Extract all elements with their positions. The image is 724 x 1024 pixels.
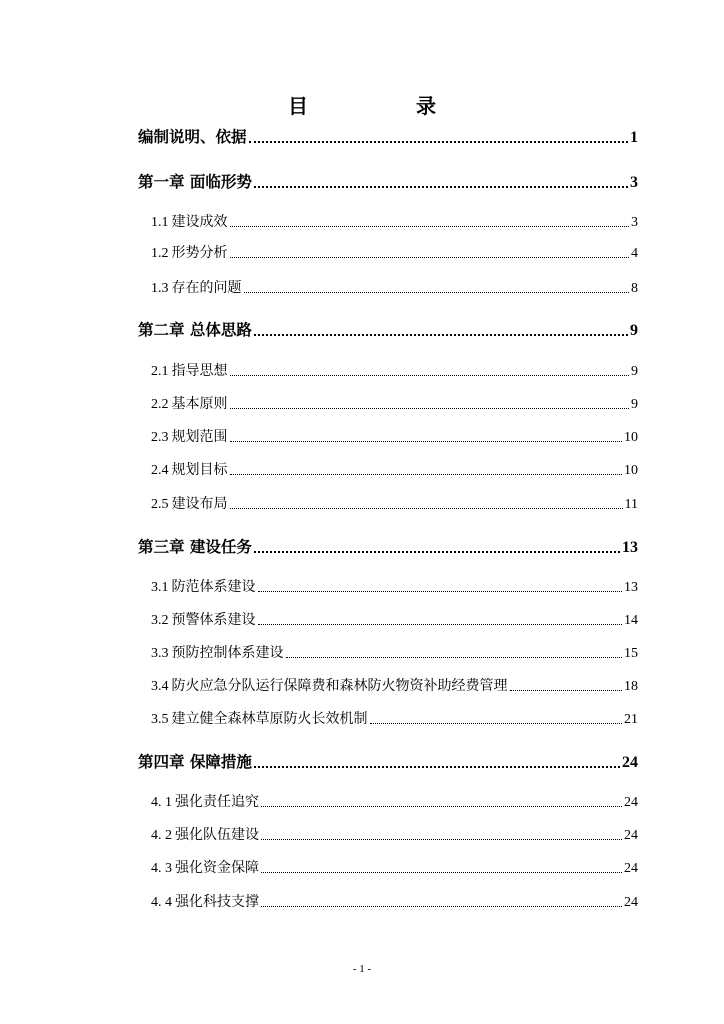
toc-section-entry[interactable] [151,891,638,911]
toc-page-number: 24 [624,861,638,876]
toc-section-entry[interactable] [151,426,638,446]
toc-chapter-entry[interactable] [138,125,638,147]
toc-chapter-entry[interactable] [138,750,638,772]
toc-entry-text: 建设成效 [171,214,228,230]
toc-entry-label [151,277,242,297]
toc-entry-label [151,242,228,262]
toc-entry-label [151,791,259,811]
toc-entry-label [151,609,256,629]
toc-entry-text: 规划范围 [171,429,228,445]
toc-page-number: 21 [624,712,638,727]
toc-leader-dots [230,257,630,258]
toc-page-number: 3 [630,174,638,191]
toc-entry-text: 强化队伍建设 [175,827,259,843]
toc-section-number: 2.3 [151,430,169,445]
toc-leader-dots [261,872,622,873]
toc-page-number: 8 [631,281,638,296]
toc-entry-label [151,576,256,596]
toc-page-number: 9 [631,397,638,412]
toc-page-number: 14 [624,613,638,628]
toc-entry-text: 指导思想 [171,363,228,379]
toc-entry-text: 第一章 面临形势 [138,173,252,191]
toc-entry-label [151,459,228,479]
toc-leader-dots [230,474,623,475]
toc-entry-label [151,708,368,728]
page-title: 目 录 [288,94,480,118]
toc-page-number: 13 [624,580,638,595]
toc-leader-dots [261,906,622,907]
toc-section-entry[interactable] [151,708,638,728]
toc-page-number: 11 [624,497,638,512]
toc-chapter-entry[interactable] [138,318,638,340]
toc-entry-label [138,535,252,557]
toc-section-number: 4. 4 [151,895,172,910]
toc-entry-text: 存在的问题 [171,280,242,296]
toc-entry-label [151,360,228,380]
toc-leader-dots [370,723,623,724]
toc-section-number: 4. 3 [151,861,172,876]
toc-entry-text: 规划目标 [171,462,228,478]
toc-page-number: 24 [624,795,638,810]
toc-page-number: 15 [624,646,638,661]
toc-section-entry[interactable] [151,609,638,629]
toc-section-entry[interactable] [151,211,638,231]
toc-entry-label [151,857,259,877]
toc-entry-label [151,393,228,413]
toc-entry-text: 建立健全森林草原防火长效机制 [171,711,368,727]
toc-section-entry[interactable] [151,791,638,811]
toc-page-number: 18 [624,679,638,694]
toc-section-number: 3.1 [151,580,169,595]
toc-section-entry[interactable] [151,459,638,479]
toc-entry-text: 基本原则 [171,396,228,412]
toc-section-number: 1.2 [151,246,169,261]
toc-entry-text: 第三章 建设任务 [138,538,252,556]
toc-section-number: 1.1 [151,215,169,230]
toc-entry-label [151,891,259,911]
toc-page-number: 13 [622,539,638,556]
toc-entry-label [151,675,508,695]
toc-section-entry[interactable] [151,642,638,662]
toc-leader-dots [254,186,628,188]
toc-entry-text: 预警体系建设 [171,612,256,628]
toc-section-number: 2.4 [151,463,169,478]
toc-leader-dots [254,766,620,768]
toc-section-number: 4. 1 [151,795,172,810]
toc-leader-dots [258,591,623,592]
toc-entry-text: 预防控制体系建设 [171,645,284,661]
toc-entry-label [151,824,259,844]
toc-leader-dots [261,839,622,840]
toc-entry-text: 强化资金保障 [175,860,259,876]
toc-leader-dots [249,141,628,143]
toc-leader-dots [230,226,630,227]
toc-section-number: 3.4 [151,679,169,694]
toc-section-number: 2.5 [151,497,169,512]
toc-entry-label [138,125,247,147]
toc-entry-label [138,318,252,340]
toc-leader-dots [258,624,623,625]
toc-leader-dots [244,292,630,293]
toc-chapter-entry[interactable] [138,535,638,557]
toc-entry-label [138,750,252,772]
toc-page-number: 9 [630,322,638,339]
toc-entry-label [151,211,228,231]
toc-section-entry[interactable] [151,393,638,413]
toc-section-number: 3.2 [151,613,169,628]
toc-section-number: 2.2 [151,397,169,412]
toc-section-entry[interactable] [151,857,638,877]
toc-chapter-entry[interactable] [138,170,638,192]
toc-section-entry[interactable] [151,675,638,695]
toc-section-number: 1.3 [151,281,169,296]
toc-leader-dots [261,806,622,807]
toc-leader-dots [254,334,628,336]
toc-entry-text: 第二章 总体思路 [138,321,252,339]
toc-entry-text: 建设布局 [171,496,228,512]
toc-page-number: 10 [624,463,638,478]
toc-section-entry[interactable] [151,277,638,297]
toc-leader-dots [286,657,623,658]
toc-page-number: 9 [631,364,638,379]
toc-entry-text: 强化科技支撑 [175,894,259,910]
toc-leader-dots [230,508,623,509]
toc-page-number: 4 [631,246,638,261]
toc-entry-text: 防范体系建设 [171,579,256,595]
toc-section-number: 3.5 [151,712,169,727]
toc-page-number: 10 [624,430,638,445]
toc-leader-dots [510,690,623,691]
toc-page-number: 1 [630,129,638,146]
toc-entry-label [151,493,228,513]
toc-section-entry[interactable] [151,576,638,596]
toc-section-number: 2.1 [151,364,169,379]
toc-leader-dots [254,551,620,553]
toc-page-number: 24 [624,828,638,843]
toc-section-entry[interactable] [151,360,638,380]
toc-leader-dots [230,441,623,442]
toc-page-number: 24 [622,754,638,771]
toc-entry-text: 强化责任追究 [175,794,259,810]
toc-section-entry[interactable] [151,242,638,262]
toc-entry-label [151,426,228,446]
toc-entry-text: 防火应急分队运行保障费和森林防火物资补助经费管理 [171,678,508,694]
toc-leader-dots [230,408,630,409]
toc-section-entry[interactable] [151,493,638,513]
toc-section-entry[interactable] [151,824,638,844]
toc-entry-text: 第四章 保障措施 [138,753,252,771]
toc-entry-label [151,642,284,662]
page-number-footer: - 1 - [352,963,372,975]
toc-section-number: 4. 2 [151,828,172,843]
toc-entry-label [138,170,252,192]
toc-page-number: 3 [631,215,638,230]
toc-entry-text: 形势分析 [171,245,228,261]
toc-leader-dots [230,375,630,376]
toc-page-number: 24 [624,895,638,910]
toc-section-number: 3.3 [151,646,169,661]
toc-entry-text: 编制说明、依据 [138,128,247,146]
